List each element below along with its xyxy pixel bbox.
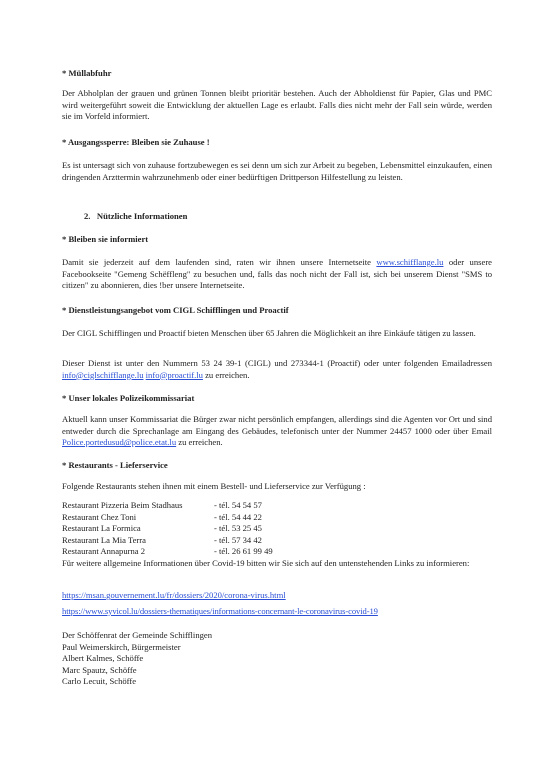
paragraph-police: Aktuell kann unser Kommissariat die Bürger zwar nicht persönlich empfangen, allerdings sind die Agenten vor Ort und sind entweder durch die Sprechanlage am Eingang des Gebäudes, telefonisch unter der Nummer 24457 1000 oder über Email Police.portedusud@police.etat.lu zu erreichen. [62, 414, 492, 448]
section-number: 2. [84, 211, 91, 221]
restaurants-intro: Folgende Restaurants stehen ihnen mit einem Bestell- und Lieferservice zur Verfügung : [62, 481, 366, 491]
paragraph-informed: Damit sie jederzeit auf dem laufenden sind, raten wir ihnen unsere Internetseite www.schifflange.lu oder unsere Facebookseite "Gemeng Schëffleng" zu besuchen und, falls das noch nicht der Fall ist, sich bei unserem Dienst "SMS to citizen" zu abonnieren, dies !ber unsere Internetseite. [62, 257, 492, 291]
heading-curfew: * Ausgangssperre: Bleiben sie Zuhause ! [62, 137, 210, 147]
email-link-cigl[interactable]: info@ciglschifflange.lu [62, 369, 144, 380]
restaurant-row: Restaurant La Mia Terra - tél. 57 34 42 [62, 534, 262, 545]
restaurant-row: Restaurant Chez Toni - tél. 54 44 22 [62, 511, 262, 522]
paragraph-services-1: Der CIGL Schifflingen und Proactif bieten Menschen über 65 Jahren die Möglichkeit an ihre Einkäufe tätigen zu lassen. [62, 328, 476, 338]
more-info-text: Für weitere allgemeine Informationen über Covid-19 bitten wir Sie sich auf den untenstehenden Links zu informieren: [62, 558, 470, 568]
signature-line: Albert Kalmes, Schöffe [62, 653, 144, 664]
heading-police: * Unser lokales Polizeikommissariat [62, 393, 195, 403]
police-email-link[interactable]: Police.portedusud@police.etat.lu [62, 437, 177, 448]
section-heading [84, 211, 514, 223]
section-title: Nützliche Informationen [96, 211, 188, 221]
heading-services: * Dienstleistungsangebot vom CIGL Schifflingen und Proactif [62, 305, 289, 315]
info-link-government[interactable]: https://msan.gouvernement.lu/fr/dossiers/2020/corona-virus.html [62, 590, 286, 600]
signature-line: Marc Spautz, Schöffe [62, 664, 137, 675]
paragraph-waste: Der Abholplan der grauen und grünen Tonnen bleibt prioritär bestehen. Auch der Abholdienst für Papier, Glas und PMC wird weitergeführt soweit die Entwicklung der aktuellen Lage es erlaubt. Falls dies nicht mehr der Fall sein würde, werden sie im Vorfeld informiert. [62, 88, 492, 122]
restaurant-row: Restaurant Pizzeria Beim Stadhaus - tél. 54 54 57 [62, 500, 262, 510]
signature-line: Paul Weimerskirch, Bürgermeister [62, 641, 181, 652]
paragraph-services-2: Dieser Dienst ist unter den Nummern 53 24 39-1 (CIGL) und 273344-1 (Proactif) oder unter folgenden Emailadressen info@ciglschifflange.lu info@proactif.lu zu erreichen. [62, 358, 492, 380]
heading-restaurants: * Restaurants - Lieferservice [62, 460, 168, 470]
restaurant-list [62, 500, 492, 558]
email-link-proactif[interactable]: info@proactif.lu [145, 369, 203, 380]
heading-waste: * Müllabfuhr [62, 68, 112, 78]
restaurant-row: Restaurant Annapurna 2 - tél. 26 61 99 49 [62, 546, 273, 557]
signature-block [62, 630, 492, 688]
restaurant-row: Restaurant La Formica - tél. 53 25 45 [62, 523, 262, 534]
signature-line: Der Schöffenrat der Gemeinde Schifflingen [62, 630, 213, 640]
heading-informed: * Bleiben sie informiert [62, 234, 149, 244]
paragraph-curfew: Es ist untersagt sich von zuhause fortzubewegen es sei denn um sich zur Arbeit zu begeben, Lebensmittel einzukaufen, einen dringenden Arzttermin wahrzunehmenb oder einer bedürftigen Drittperson Hilfestellung zu leisten. [62, 160, 492, 182]
website-link[interactable]: www.schifflange.lu [376, 257, 444, 267]
signature-line: Carlo Lecuit, Schöffe [62, 676, 137, 687]
info-link-syvicol[interactable]: https://www.syvicol.lu/dossiers-thematiques/informations-concernant-le-coronavirus-covid-19 [62, 606, 378, 616]
